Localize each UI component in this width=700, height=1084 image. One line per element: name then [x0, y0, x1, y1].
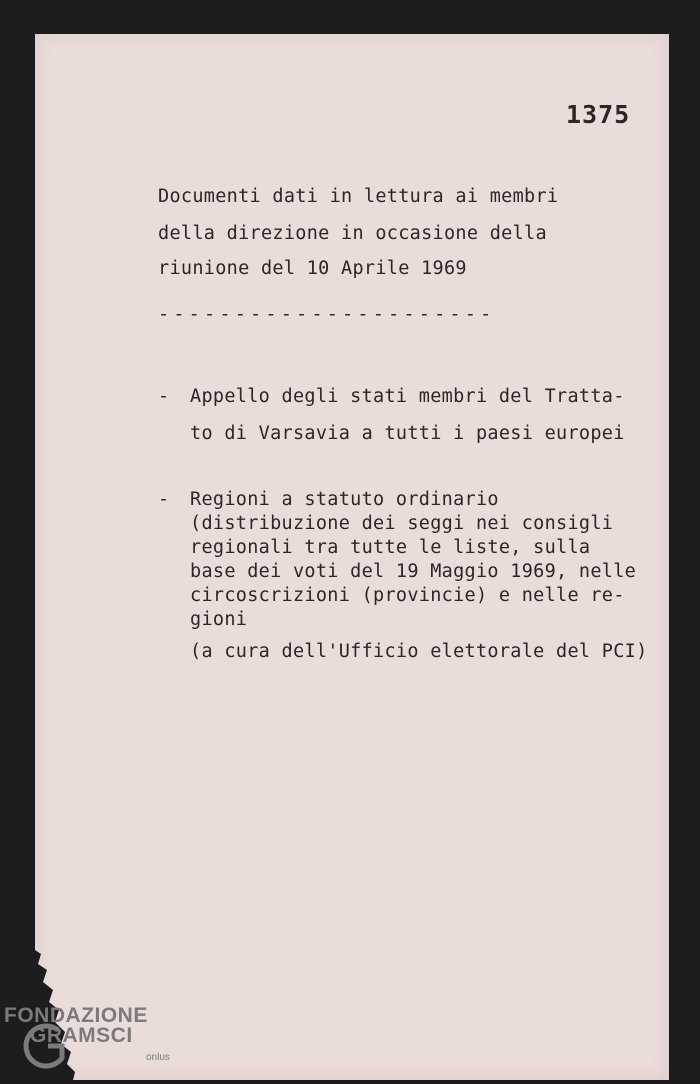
item-2-line-6: gioni — [190, 609, 248, 630]
item-2-line-4: base dei voti del 19 Maggio 1969, nelle — [190, 561, 637, 582]
divider-dashes: ---------------------- — [158, 304, 496, 325]
item-1-line-2: to di Varsavia a tutti i paesi europei — [190, 423, 625, 444]
item-2-line-1: Regioni a statuto ordinario — [190, 489, 499, 510]
heading-line-3: riunione del 10 Aprile 1969 — [158, 258, 467, 279]
item-2-note: (a cura dell'Ufficio elettorale del PCI) — [190, 641, 648, 662]
document-number: 1375 — [566, 100, 631, 129]
item-2-line-3: regionali tra tutte le liste, sulla — [190, 537, 591, 558]
watermark-suffix: onlus — [146, 1052, 170, 1063]
item-2-line-2: (distribuzione dei seggi nei consigli — [190, 513, 614, 534]
watermark-line-1: FONDAZIONE — [4, 1004, 148, 1027]
item-2-line-5: circoscrizioni (provincie) e nelle re- — [190, 585, 625, 606]
item-2-dash: - — [158, 489, 170, 510]
item-1-dash: - — [158, 386, 170, 407]
heading-line-2: della direzione in occasione della — [158, 223, 547, 244]
heading-line-1: Documenti dati in lettura ai membri — [158, 186, 559, 207]
watermark-line-2: GRAMSCI — [30, 1024, 133, 1047]
item-1-line-1: Appello degli stati membri del Tratta- — [190, 386, 625, 407]
